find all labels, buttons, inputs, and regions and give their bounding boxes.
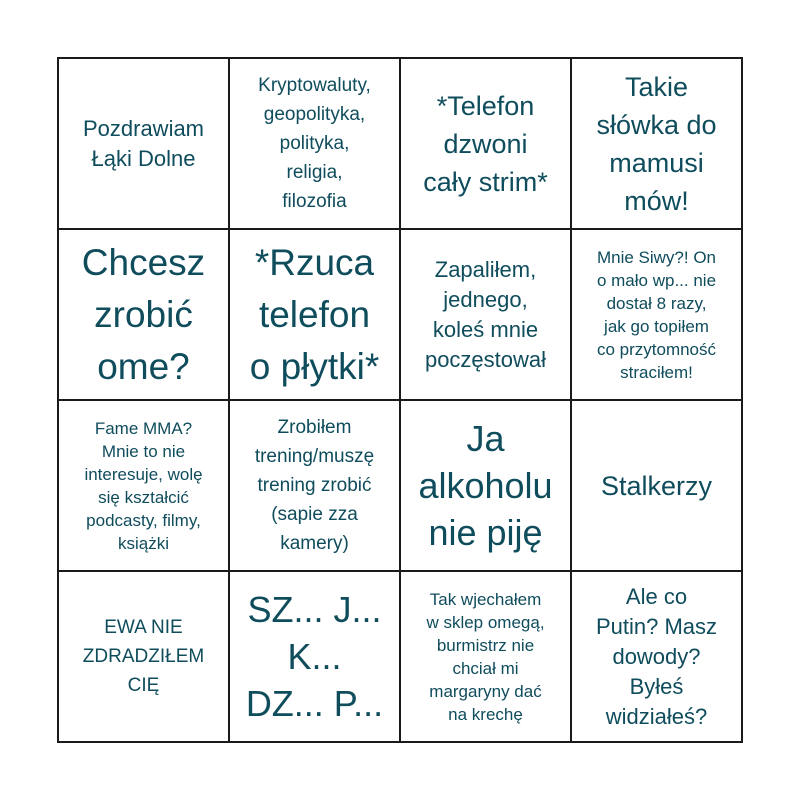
- cell-text: Takie słówka do mamusi mów!: [596, 71, 717, 216]
- bingo-cell[interactable]: [401, 401, 572, 572]
- cell-text: Chcesz zrobić ome?: [81, 241, 206, 387]
- cell-text: *Telefon dzwoni cały strim*: [423, 90, 548, 197]
- cell-text: Zapaliłem, jednego, koleś mnie poczęstował: [424, 256, 547, 372]
- cell-text: Pozdrawiam Łąki Dolne: [82, 115, 205, 171]
- bingo-cell[interactable]: [59, 59, 230, 230]
- cell-text: Stalkerzy: [600, 470, 713, 501]
- bingo-cell[interactable]: [401, 230, 572, 401]
- bingo-cell[interactable]: [572, 401, 743, 572]
- bingo-cell[interactable]: [230, 572, 401, 743]
- bingo-board: [57, 57, 743, 743]
- bingo-cell[interactable]: [401, 572, 572, 743]
- cell-text: Zrobiłem trening/muszę trening zrobić (sapie zza kamery): [254, 417, 375, 554]
- bingo-cell[interactable]: [572, 59, 743, 230]
- bingo-cell[interactable]: [401, 59, 572, 230]
- cell-text: Ale co Putin? Masz dowody? Byłeś widziałeś?: [595, 583, 718, 729]
- cell-text: Mnie Siwy?! On o mało wp... nie dostał 8 razy, jak go topiłem co przytomność straciłem!: [596, 247, 717, 382]
- cell-text: *Rzuca telefon o płytki*: [249, 241, 380, 387]
- bingo-cell[interactable]: [230, 401, 401, 572]
- cell-text: Kryptowaluty, geopolityka, polityka, religia, filozofia: [258, 75, 371, 212]
- bingo-cell[interactable]: [572, 572, 743, 743]
- bingo-cell[interactable]: [59, 401, 230, 572]
- cell-text: Tak wjechałem w sklep omegą, burmistrz nie chciał mi margaryny dać na krechę: [426, 589, 545, 724]
- bingo-cell[interactable]: [59, 572, 230, 743]
- cell-text: SZ... J... K... DZ... P...: [245, 589, 384, 724]
- cell-text: Ja alkoholu nie piję: [418, 418, 553, 553]
- bingo-cell[interactable]: [572, 230, 743, 401]
- bingo-cell[interactable]: [59, 230, 230, 401]
- cell-text: Fame MMA? Mnie to nie interesuje, wolę się kształcić podcasty, filmy, książki: [84, 418, 203, 553]
- cell-text: EWA NIE ZDRADZIŁEM CIĘ: [82, 617, 205, 696]
- bingo-cell[interactable]: [230, 230, 401, 401]
- bingo-cell[interactable]: [230, 59, 401, 230]
